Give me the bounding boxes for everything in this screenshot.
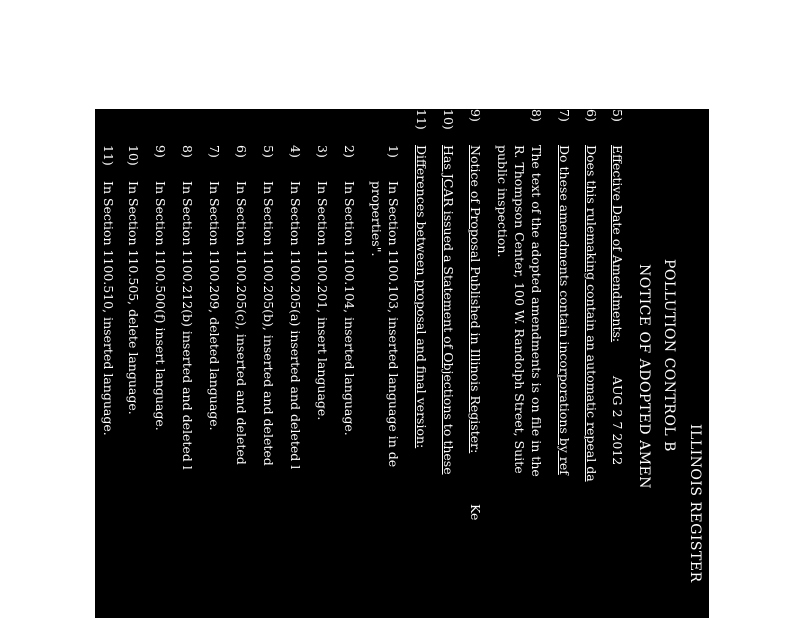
difference-text: In Section 1100.500(f) insert language.	[153, 181, 168, 431]
difference-number: 1)	[386, 145, 401, 158]
item-label: Notice of Proposal Published in Illinois Register:	[468, 145, 483, 454]
difference-number: 12)	[76, 145, 91, 166]
difference-number: 7)	[207, 145, 222, 158]
item-text-line: R. Thompson Center, 100 W. Randolph Street, Suite	[512, 145, 527, 474]
difference-text: In Section 1100.209, deleted language.	[207, 181, 222, 431]
difference-text: In Section 1100.205(c), inserted and deleted	[234, 181, 249, 465]
difference-number: 8)	[180, 145, 195, 158]
item-number: 5)	[610, 109, 625, 122]
difference-number: 10)	[126, 145, 141, 166]
item-text-line: The text of the adopted amendments is on file in the	[529, 145, 544, 477]
item-number: 11)	[414, 109, 429, 130]
difference-text: In Section 110.505, delete language.	[126, 181, 141, 415]
item-number: 9)	[468, 109, 483, 122]
rotated-document	[76, 109, 709, 618]
difference-number: 4)	[288, 145, 303, 158]
difference-number: 3)	[315, 145, 330, 158]
item-number: 6)	[584, 109, 599, 122]
difference-text: In Section 1100.212(b) inserted and deleted l	[180, 181, 195, 470]
difference-text: In Section 1100.515, change effective date.	[76, 181, 91, 457]
effective-date-value: AUG 2 7 2012	[610, 376, 625, 466]
item-label: Has JCAR issued a Statement of Objections to these	[441, 145, 456, 475]
difference-text: In Section 1100.104, inserted language.	[342, 181, 357, 436]
scanned-page	[76, 109, 709, 618]
item-number: 7)	[557, 109, 572, 122]
register-title: ILLINOIS REGISTER	[687, 424, 703, 583]
difference-text: In Section 1100.510, inserted language.	[101, 181, 116, 436]
difference-text: In Section 1100.205(b), inserted and deleted	[261, 181, 276, 466]
agency-title: POLLUTION CONTROL B	[661, 259, 677, 452]
difference-text: In Section 1100.103, inserted language in de	[386, 181, 401, 468]
item-number: 8)	[529, 109, 544, 122]
difference-number: 2)	[342, 145, 357, 158]
item-number: 10)	[441, 109, 456, 130]
notice-title: NOTICE OF ADOPTED AMEN	[636, 264, 652, 489]
difference-text: In Section 1100.205(a) inserted and deleted l	[288, 181, 303, 470]
item-value: Ke	[468, 504, 483, 521]
difference-number: 9)	[153, 145, 168, 158]
difference-text: properties".	[369, 181, 384, 257]
difference-number: 6)	[234, 145, 249, 158]
item-label: Differences between proposal and final version:	[414, 145, 429, 449]
difference-number: 5)	[261, 145, 276, 158]
item-label: Do these amendments contain incorporations by ref	[557, 145, 572, 475]
difference-number: 11)	[101, 145, 116, 166]
item-label: Effective Date of Amendments:	[610, 145, 625, 343]
item-label: Does this rulemaking contain an automatic repeal da	[584, 145, 599, 482]
difference-text: In Section 1100.201, insert language.	[315, 181, 330, 421]
item-text-line: public inspection.	[495, 145, 510, 258]
